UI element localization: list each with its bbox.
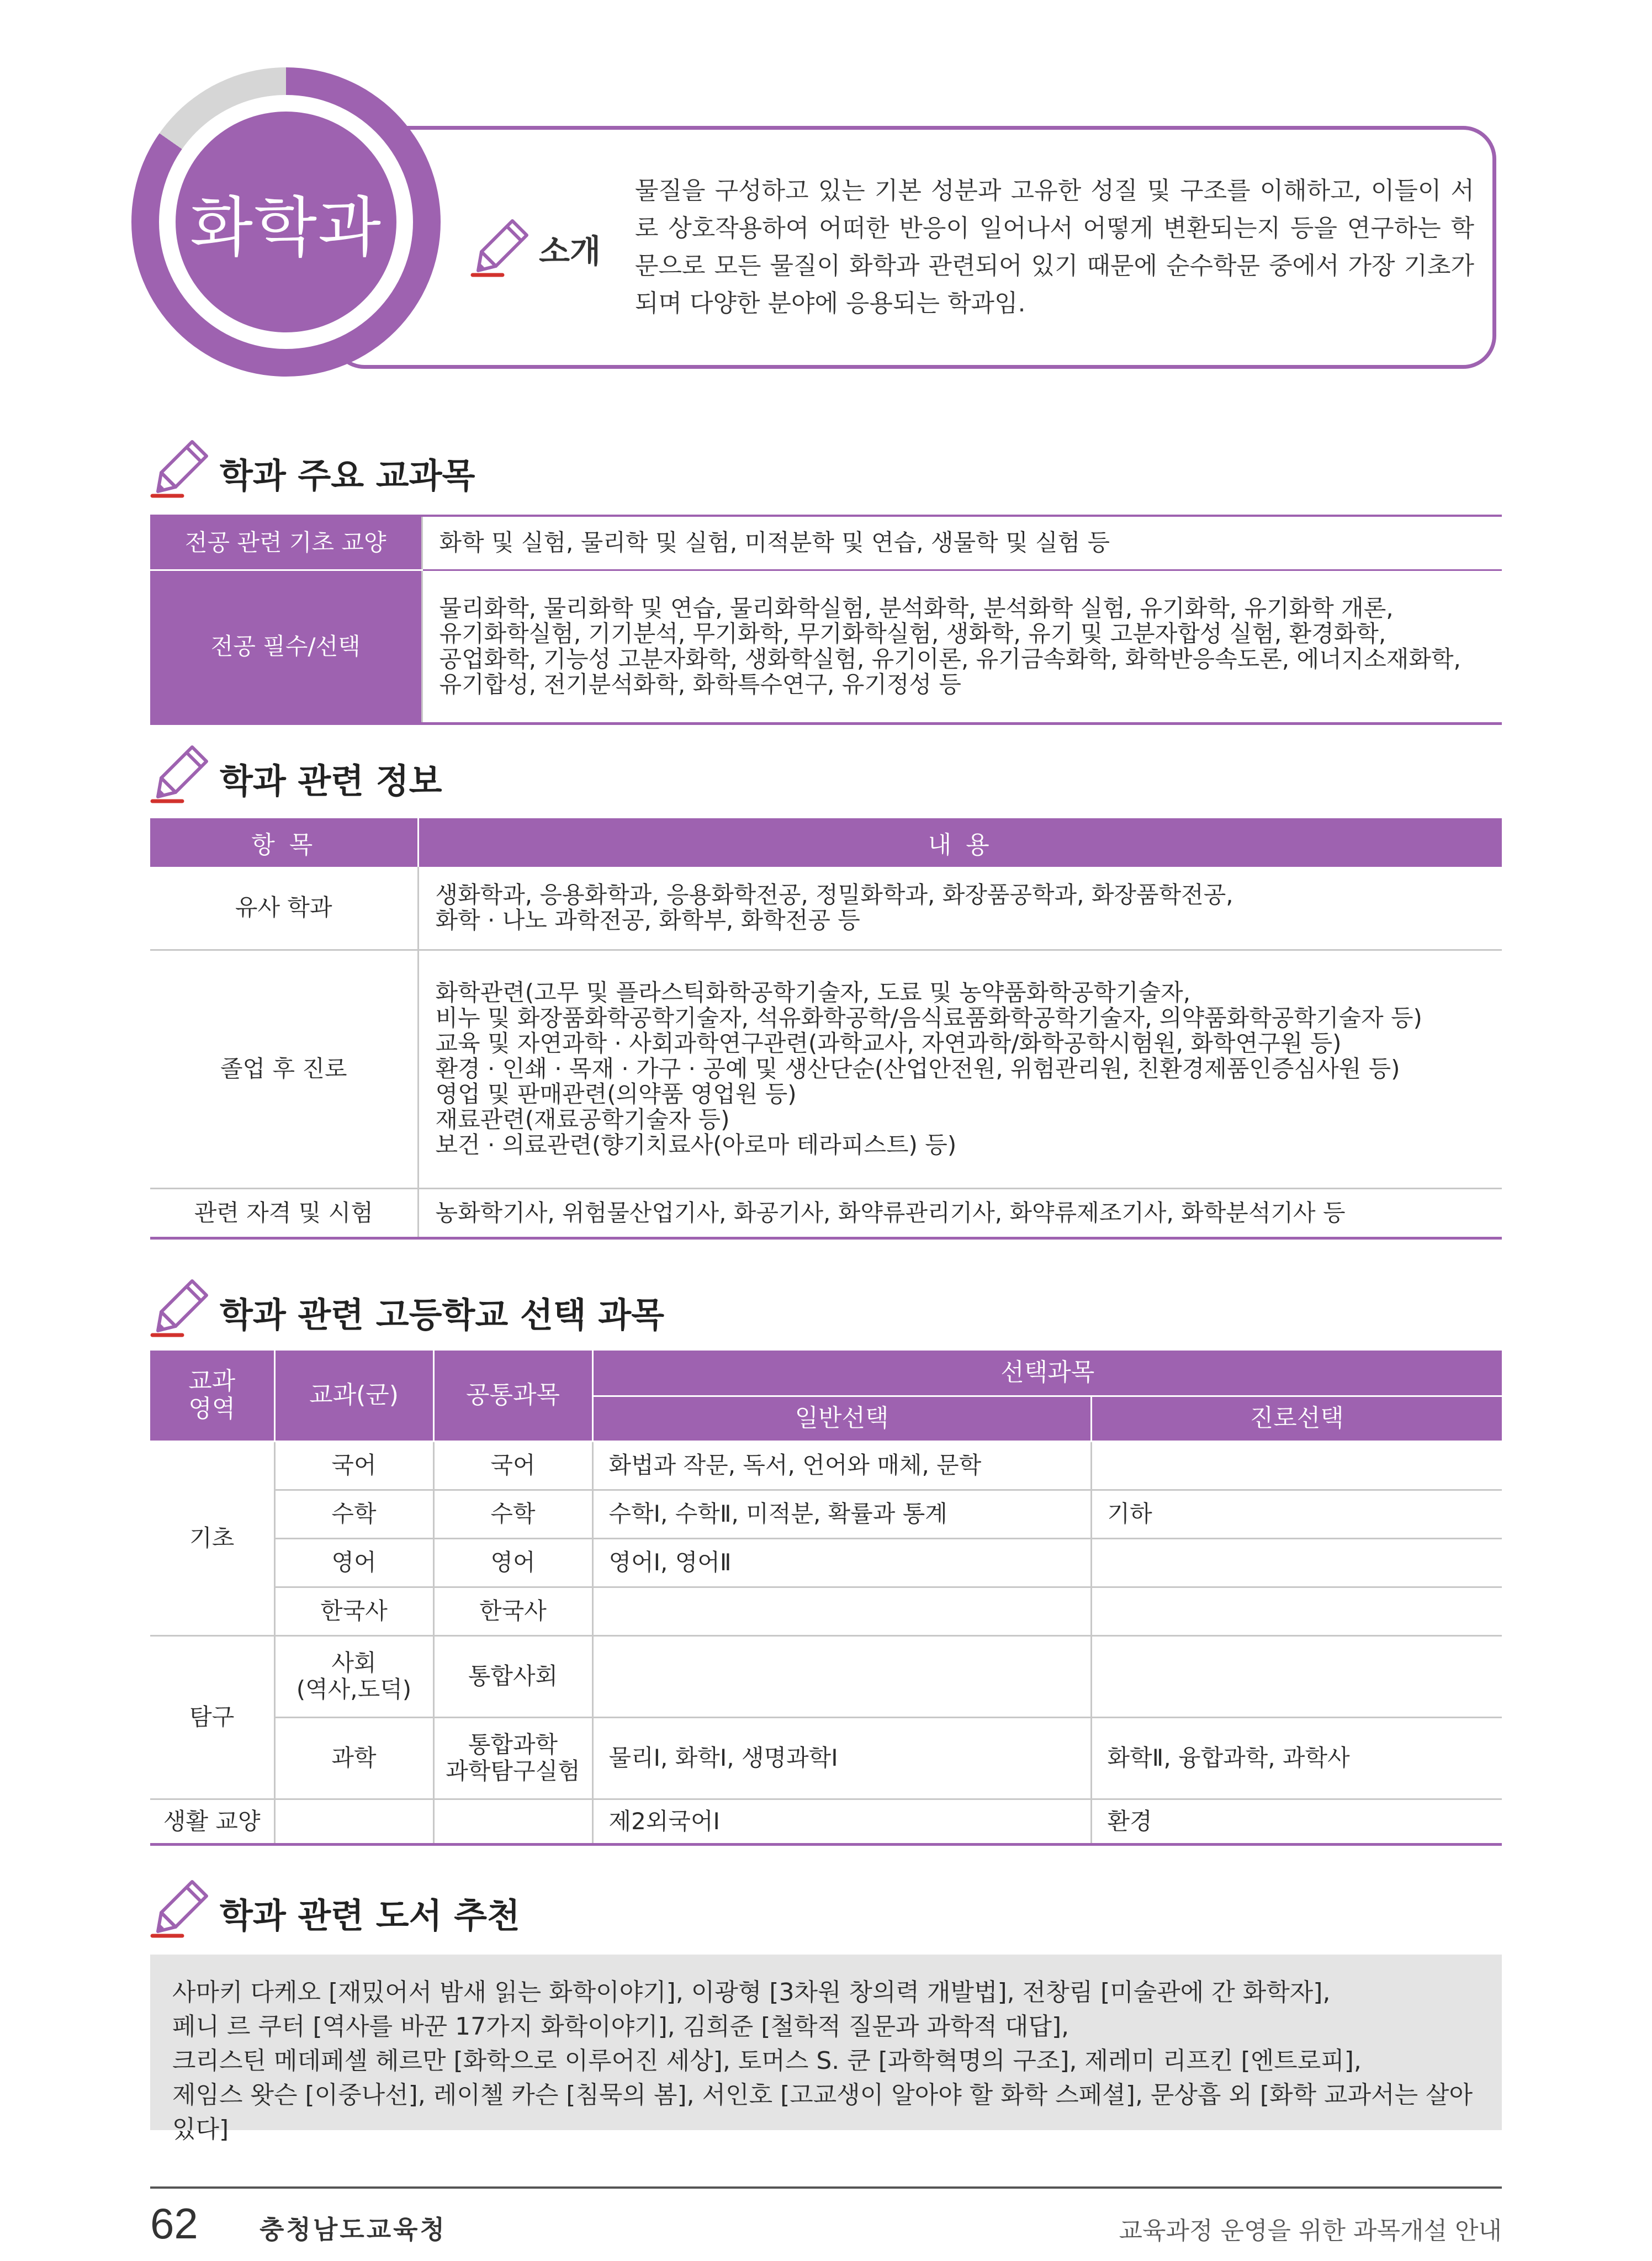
table-row [150, 950, 1502, 1188]
book-line: 페니 르 쿠터 [역사를 바꾼 17가지 화학이야기], 김희준 [철학적 질문과 과학적 대답], [172, 2013, 1069, 2041]
table-header-row [150, 818, 1502, 867]
footer-organization: 충청남도교육청 [260, 2215, 447, 2244]
table-row [150, 1799, 1502, 1844]
section-title: 학과 관련 정보 [220, 761, 442, 801]
column-header: 항 목 [150, 818, 418, 867]
table-row [150, 1441, 1502, 1490]
career-cell: 화학Ⅱ, 융합과학, 과학사 [1091, 1717, 1502, 1799]
general-cell: 수학Ⅰ, 수학Ⅱ, 미적분, 확률과 통계 [592, 1490, 1091, 1538]
section-title: 학과 관련 도서 추천 [220, 1895, 520, 1936]
footer-divider [481, 2186, 1502, 2189]
general-cell: 제2외국어Ⅰ [592, 1799, 1091, 1844]
column-header: 선택과목 [592, 1351, 1502, 1396]
table-row [150, 1490, 1502, 1538]
group-cell [274, 1799, 433, 1844]
table-row [150, 1538, 1502, 1587]
content-line: 생화학과, 응용화학과, 응용화학전공, 정밀화학과, 화장품공학과, 화장품학전공, [435, 881, 1233, 909]
intro-label: 소개 [539, 232, 601, 270]
group-cell: 과학 [274, 1717, 433, 1799]
row-label: 유사 학과 [150, 867, 418, 950]
row-content [418, 950, 1502, 1188]
career-cell [1091, 1635, 1502, 1717]
row-content [422, 570, 1502, 723]
table-row [150, 1717, 1502, 1799]
area-cell: 기초 [150, 1441, 274, 1635]
content-line: 화학 및 실험, 물리학 및 실험, 미적분학 및 연습, 생물학 및 실험 등 [439, 529, 1110, 557]
book-line: 제임스 왓슨 [이중나선], 레이첼 카슨 [침묵의 봄], 서인호 [고교생이 알아야 할 화학 스페셜], 문상흡 외 [화학 교과서는 살아있다] [172, 2081, 1473, 2143]
pencil-icon [149, 436, 215, 502]
book-line: 크리스틴 메데페셀 헤르만 [화학으로 이루어진 세상], 토머스 S. 쿤 [과학혁명의 구조], 제레미 리프킨 [엔트로피], [172, 2047, 1362, 2075]
common-cell [433, 1799, 592, 1844]
content-line: 교육 및 자연과학 · 사회과학연구관련(과학교사, 자연과학/화학공학시험원, 화학연구원 등) [435, 1030, 1342, 1057]
page-number: 62 [150, 2199, 198, 2248]
general-cell [592, 1635, 1091, 1717]
general-cell: 화법과 작문, 독서, 언어와 매체, 문학 [592, 1441, 1091, 1490]
intro-text: 물질을 구성하고 있는 기본 성분과 고유한 성질 및 구조를 이해하고, 이들이 서로 상호작용하여 어떠한 반응이 일어나서 어떻게 변환되는지 등을 연구하는 학문으로 모든 물질이 화학과 관련되어 있기 때문에 순수학문 중에서 가장 기초가 되며 다양한 분야에 응용되는 학과임. [635, 177, 1474, 317]
career-cell [1091, 1441, 1502, 1490]
info-table [150, 818, 1502, 1240]
table-row [150, 1188, 1502, 1238]
table-row [150, 570, 1502, 723]
content-line: 환경 · 인쇄 · 목재 · 가구 · 공예 및 생산단순(산업안전원, 위험관리원, 친환경제품인증심사원 등) [435, 1055, 1400, 1082]
section-title: 학과 관련 고등학교 선택 과목 [220, 1295, 665, 1335]
pencil-icon [149, 1275, 215, 1342]
general-cell [592, 1587, 1091, 1635]
footer-publication: 교육과정 운영을 위한 과목개설 안내 [1119, 2217, 1502, 2245]
area-cell: 생활 교양 [150, 1799, 274, 1844]
content-line: 공업화학, 기능성 고분자화학, 생화학실험, 유기이론, 유기금속화학, 화학반응속도론, 에너지소재화학, [439, 645, 1461, 673]
book-recommendations [150, 1955, 1502, 2143]
career-cell: 기하 [1091, 1490, 1502, 1538]
content-line: 농화학기사, 위험물산업기사, 화공기사, 화약류관리기사, 화약류제조기사, 화학분석기사 등 [435, 1199, 1346, 1226]
column-header: 교과 영역 [150, 1351, 274, 1441]
column-header: 진로선택 [1091, 1396, 1502, 1441]
general-cell: 영어Ⅰ, 영어Ⅱ [592, 1538, 1091, 1587]
section-title: 학과 주요 교과목 [220, 456, 475, 496]
career-cell [1091, 1538, 1502, 1587]
common-cell: 국어 [433, 1441, 592, 1490]
common-cell: 한국사 [433, 1587, 592, 1635]
content-line: 재료관련(재료공학기술자 등) [435, 1106, 730, 1133]
common-cell: 영어 [433, 1538, 592, 1587]
row-label: 전공 필수/선택 [150, 570, 422, 723]
career-cell [1091, 1587, 1502, 1635]
group-cell: 사회 (역사,도덕) [274, 1635, 433, 1717]
highschool-table [150, 1351, 1502, 1846]
table-row [150, 1635, 1502, 1717]
content-line: 화학 · 나노 과학전공, 화학부, 화학전공 등 [435, 907, 860, 934]
group-cell: 수학 [274, 1490, 433, 1538]
pencil-icon [149, 742, 215, 808]
general-cell: 물리Ⅰ, 화학Ⅰ, 생명과학Ⅰ [592, 1717, 1091, 1799]
area-cell: 탐구 [150, 1635, 274, 1799]
content-line: 비누 및 화장품화학공학기술자, 석유화학공학/음식료품화학공학기술자, 의약품화학공학기술자 등) [435, 1004, 1422, 1031]
row-label: 전공 관련 기초 교양 [150, 516, 422, 570]
column-header: 교과(군) [274, 1351, 433, 1441]
content-line: 화학관련(고무 및 플라스틱화학공학기술자, 도료 및 농약품화학공학기술자, [435, 979, 1191, 1006]
column-header: 공통과목 [433, 1351, 592, 1441]
content-line: 유기합성, 전기분석화학, 화학특수연구, 유기정성 등 [439, 670, 961, 698]
career-cell: 환경 [1091, 1799, 1502, 1844]
content-line: 보건 · 의료관련(향기치료사(아로마 테라피스트) 등) [435, 1131, 957, 1158]
common-cell: 수학 [433, 1490, 592, 1538]
content-line: 물리화학, 물리화학 및 연습, 물리화학실험, 분석화학, 분석화학 실험, 유기화학, 유기화학 개론, [439, 594, 1394, 622]
book-line: 사마키 다케오 [재밌어서 밤새 읽는 화학이야기], 이광형 [3차원 창의력 개발법], 전창림 [미술관에 간 화학자], [172, 1978, 1331, 2006]
group-cell: 국어 [274, 1441, 433, 1490]
column-header: 일반선택 [592, 1396, 1091, 1441]
row-content [418, 1188, 1502, 1238]
content-line: 유기화학실험, 기기분석, 무기화학, 무기화학실험, 생화학, 유기 및 고분자합성 실험, 환경화학, [439, 619, 1386, 647]
department-title: 화학과 [176, 112, 396, 332]
courses-table [150, 515, 1502, 725]
group-cell: 영어 [274, 1538, 433, 1587]
row-content [418, 867, 1502, 950]
table-header-row [150, 1351, 1502, 1396]
row-content [422, 516, 1502, 570]
row-label: 관련 자격 및 시험 [150, 1188, 418, 1238]
pencil-icon [469, 215, 536, 282]
table-row [150, 867, 1502, 950]
content-line: 영업 및 판매관련(의약품 영업원 등) [435, 1081, 797, 1108]
pencil-icon [149, 1876, 215, 1942]
table-row [150, 1587, 1502, 1635]
group-cell: 한국사 [274, 1587, 433, 1635]
footer-divider [150, 2186, 481, 2189]
common-cell: 통합사회 [433, 1635, 592, 1717]
table-row [150, 516, 1502, 570]
column-header: 내 용 [418, 818, 1502, 867]
row-label: 졸업 후 진로 [150, 950, 418, 1188]
common-cell: 통합과학 과학탐구실험 [433, 1717, 592, 1799]
